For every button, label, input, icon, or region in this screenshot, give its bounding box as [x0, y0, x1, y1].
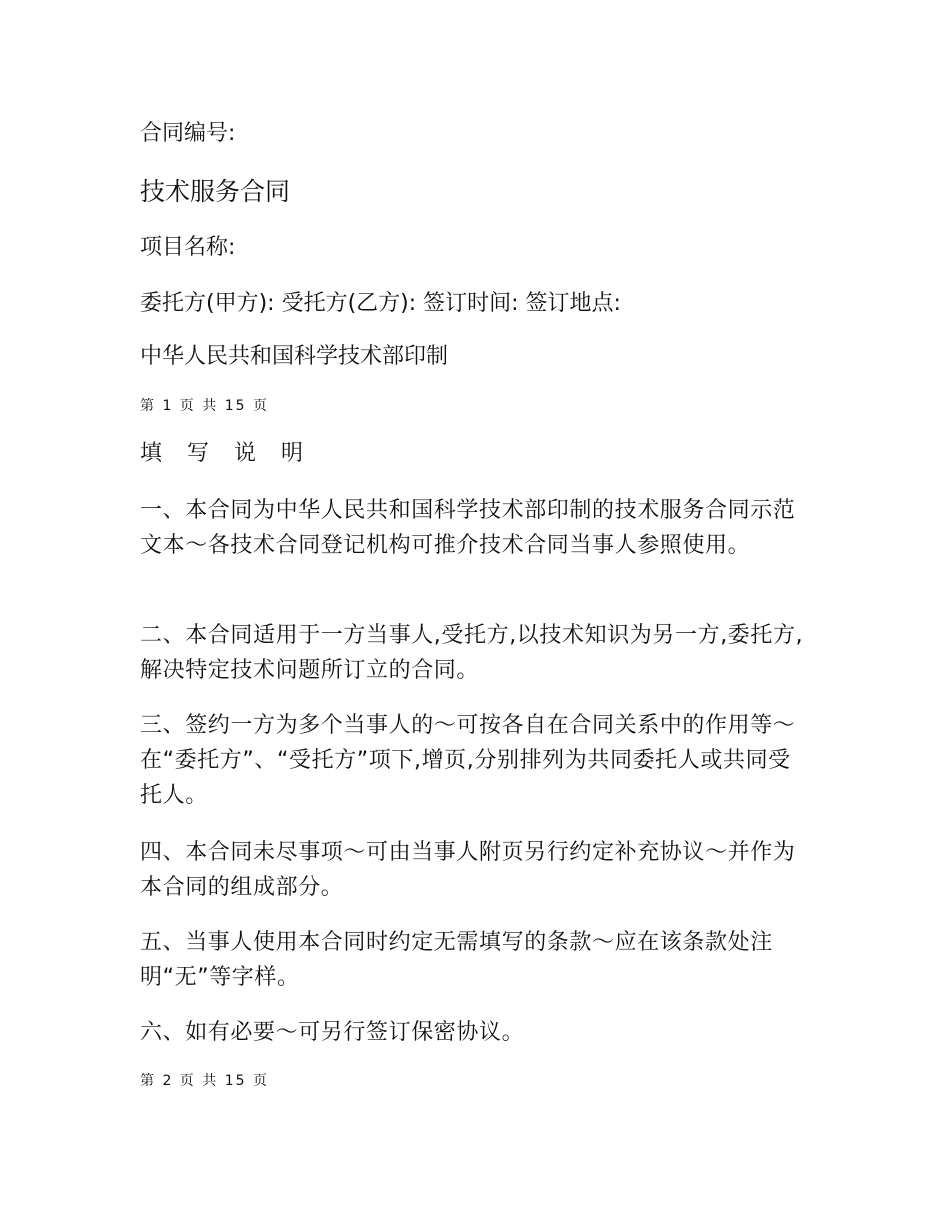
project-name-label: 项目名称:: [140, 235, 236, 260]
printed-by-line: 中华人民共和国科学技术部印制: [140, 344, 449, 369]
instructions-heading: 填 写 说 明: [140, 441, 312, 466]
contract-number-label: 合同编号:: [140, 121, 236, 146]
document-title: 技术服务合同: [140, 177, 291, 206]
page-footer-1: 第 1 页 共 15 页: [140, 398, 269, 414]
page-footer-2: 第 2 页 共 15 页: [140, 1073, 269, 1089]
parties-line: 委托方(甲方): 受托方(乙方): 签订时间: 签订地点:: [140, 291, 621, 316]
instruction-item-6: 六、如有必要～可另行签订保密协议。: [140, 1020, 525, 1045]
instruction-item-2: 二、本合同适用于一方当事人,受托方,以技术知识为另一方,委托方,解决特定技术问题所订立的合同。: [140, 623, 804, 683]
instruction-item-5: 五、当事人使用本合同时约定无需填写的条款～应在该条款处注明“无”等字样。: [140, 930, 773, 990]
instruction-item-3: 三、签约一方为多个当事人的～可按各自在合同关系中的作用等～在“委托方”、“受托方”项下,增页,分别排列为共同委托人或共同受托人。: [140, 713, 796, 808]
instruction-item-1: 一、本合同为中华人民共和国科学技术部印制的技术服务合同示范文本～各技术合同登记机构可推介技术合同当事人参照使用。: [140, 498, 796, 558]
instruction-item-4: 四、本合同未尽事项～可由当事人附页另行约定补充协议～并作为本合同的组成部分。: [140, 840, 796, 900]
